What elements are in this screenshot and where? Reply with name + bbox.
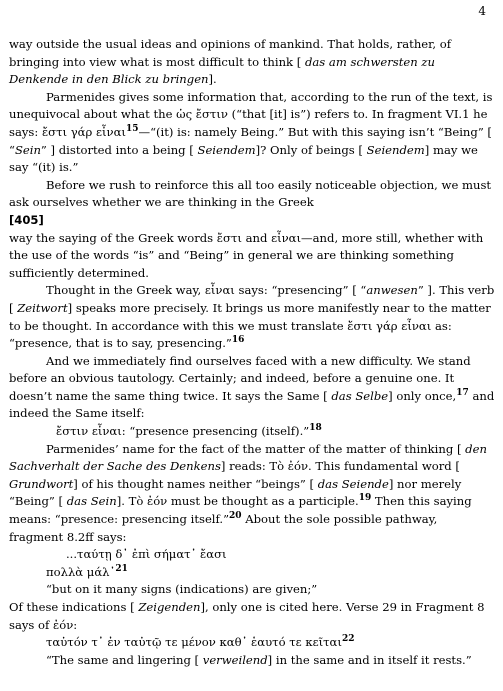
paragraph-objection: Before we rush to reinforce this all too easily noticeable objection, we must ask ourselves whether we are thinking in the Greek: [9, 177, 492, 210]
german-term: anwesen: [366, 283, 418, 298]
german-term: das Seiende: [317, 476, 389, 491]
paragraph-greek-thought: Thought in the Greek way, εἶναι says: “presencing” [ “anwesen” ]. This verb [ Zeitwort] speaks more precisely. It brings us more manifestly near to the matter to be thought. In accordance with this we must translate ἔστι γάρ εἶναι as: “presence, that is to say, presencing.”$^{16}$: [9, 283, 495, 351]
german-term: Seiendem: [366, 142, 425, 157]
greek-quote-line-2: πολλὰ μάλ᾿$^{21}$: [46, 563, 128, 579]
german-term: Zeitwort: [17, 300, 68, 315]
footnote-ref-19: 19: [358, 493, 372, 504]
german-term: Zeigenden: [138, 600, 201, 614]
page-marker: [405]: [9, 212, 44, 227]
greek-quote-esti-einai: ἔστιν εἶναι: “presence presencing (itself).”$^{18}$: [56, 423, 322, 439]
footnote-ref-15: 15: [125, 124, 139, 135]
german-term: das Sein: [66, 494, 117, 509]
footnote-ref-18: 18: [309, 423, 322, 434]
german-term: Sein: [14, 142, 41, 157]
german-term: den Sachverhalt der Sache des Denkens: [9, 441, 487, 474]
quote-translation-signs: “but on it many signs (indications) are given;”: [46, 582, 318, 597]
german-term: das am schwersten zu Denkende in den Blick zu bringen: [9, 54, 435, 87]
footnote-ref-20: 20: [229, 511, 242, 522]
paragraph-parmenides-information: Parmenides gives some information that, according to the run of the text, is unequivocal about what the ὡς ἔστιν (“that [it] is”) refers to. In fragment VI.1 he says: ἔστι γάρ εἶναι$^{15}$—“(it) is: namely Being.” But with this saying isn’t “Being” [ “Sein” ] distorted into a being [ Seiendem]? Only of beings [ Seiendem] may we say “(it) is.”: [9, 89, 493, 175]
quote-translation-same: “The same and lingering [ verweilend] in the same and in itself it rests.”: [46, 652, 472, 667]
page-number: 4: [478, 4, 486, 18]
german-term: Seiendem: [197, 142, 256, 157]
greek-quote-verse-29: ταὐτόν τ᾿ ἐν ταὐτῷ τε μένον καθ᾿ ἑαυτό τε κεῖται$^{22}$: [46, 634, 355, 650]
paragraph-to-eon: Parmenides’ name for the fact of the matter of the matter of thinking [ den Sachverhalt der Sache des Denkens] reads: Τὸ ἐόν. This fundamental word [ Grundwort] of his thought names neither “beings” [ das Seiende] nor merely “Being” [ das Sein]. Τὸ ἐόν must be thought as a participle.$^{19}$ Then this saying means: “presence: presencing itself.”$^{20}$ About the sole possible pathway, fragment 8.2ff says:: [9, 441, 487, 544]
footnote-ref-22: 22: [341, 634, 355, 645]
paragraph-indications: Of these indications [ Zeigenden], only one is cited here. Verse 29 in Fragment 8 says of ἐόν:: [9, 600, 485, 632]
german-term: verweilend: [202, 652, 268, 667]
paragraph-tautology: And we immediately find ourselves faced with a new difficulty. We stand before an obvious tautology. Certainly; and indeed, before a genuine one. It doesn’t name the same thing twice. It says the Same [ das Selbe] only once,$^{17}$ and indeed the Same itself:: [9, 353, 495, 421]
document-body: [9, 36, 495, 669]
paragraph-greek-words: way the saying of the Greek words ἔστι and εἶναι—and, more still, whether with the use of the words “is” and “Being” in general we are thinking something sufficiently determined.: [9, 230, 484, 280]
german-term: Grundwort: [9, 476, 74, 491]
footnote-ref-16: 16: [231, 335, 245, 346]
german-term: das Selbe: [331, 388, 389, 403]
greek-quote-line-1: ...ταύτῃ δ᾿ ἐπὶ σήματ᾿ ἔασι: [66, 547, 227, 562]
footnote-ref-21: 21: [115, 563, 128, 574]
paragraph-continuation: way outside the usual ideas and opinions of mankind. That holds, rather, of bringing into view what is most difficult to think [ das am schwersten zu Denkende in den Blick zu bringen].: [9, 37, 452, 87]
footnote-ref-17: 17: [456, 388, 469, 399]
